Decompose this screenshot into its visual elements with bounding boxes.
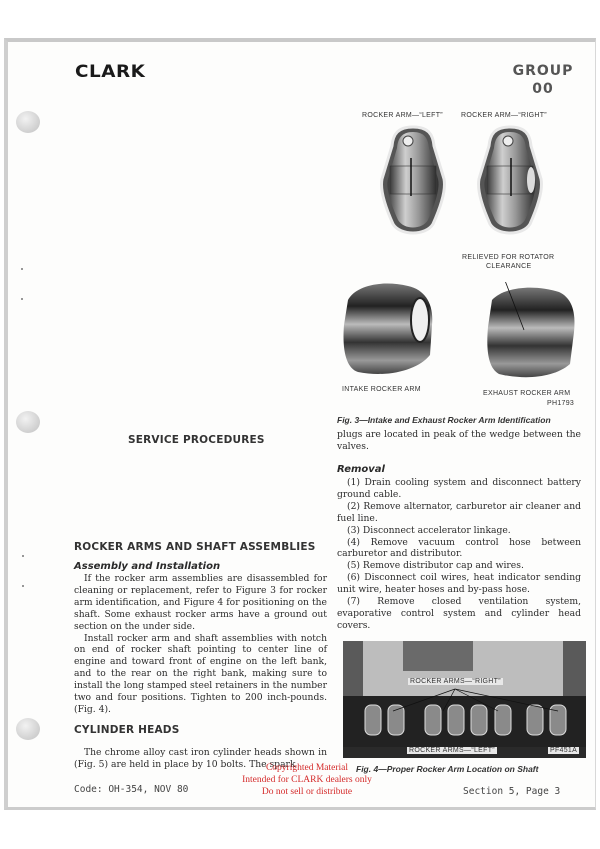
fig3-photo-code: PH1793 xyxy=(547,400,575,407)
binder-hole-top xyxy=(16,111,40,133)
assembly-body xyxy=(74,573,327,716)
fig3-label-right: ROCKER ARM—“RIGHT” xyxy=(461,112,547,119)
engine-rocker-photo xyxy=(343,641,586,758)
fig3-label-intake: INTAKE ROCKER ARM xyxy=(342,386,421,393)
copyright-watermark xyxy=(232,762,382,798)
group-number: 00 xyxy=(532,81,554,97)
removal-step-2: (2) Remove alternator, carburetor air cleaner and fuel line. xyxy=(337,500,581,524)
fig4-label-right: ROCKER ARMS—“RIGHT” xyxy=(410,678,501,685)
removal-step-6: (6) Disconnect coil wires, heat indicator sending unit wire, heater hoses and by-pass hose. xyxy=(337,572,581,596)
fig3-caption: Fig. 3—Intake and Exhaust Rocker Arm Identification xyxy=(337,415,551,425)
fig3-label-exhaust: EXHAUST ROCKER ARM xyxy=(483,390,571,397)
scan-speck xyxy=(21,268,23,270)
rocker-arm-right-image xyxy=(475,124,545,239)
removal-step-5: (5) Remove distributor cap and wires. xyxy=(347,560,524,572)
page-number: Section 5, Page 3 xyxy=(463,786,561,797)
clark-logo: CLARK xyxy=(75,62,146,82)
removal-heading: Removal xyxy=(337,464,385,475)
fig3-label-relieved-1: RELIEVED FOR ROTATOR xyxy=(462,254,555,261)
service-procedures-title: SERVICE PROCEDURES xyxy=(128,434,265,446)
removal-step-7: (7) Remove closed ventilation system, evaporative control system and cylinder head covers. xyxy=(337,596,581,631)
document-code: Code: OH-354, NOV 80 xyxy=(74,784,189,795)
removal-step-3: (3) Disconnect accelerator linkage. xyxy=(347,524,511,536)
assembly-paragraph-1: If the rocker arm assemblies are disassembled for cleaning or replacement, refer to Figure 3 for rocker arm identification, and Figure 4 for positioning on the shaft. Some exhaust rocker arms have a ground out section on the under side. xyxy=(74,573,327,632)
rocker-arm-left-image xyxy=(378,124,448,239)
rocker-arms-section-title: ROCKER ARMS AND SHAFT ASSEMBLIES xyxy=(74,541,316,553)
spark-plug-continuation: plugs are located in peak of the wedge between the valves. xyxy=(337,429,581,452)
cylinder-heads-title: CYLINDER HEADS xyxy=(74,724,180,736)
group-indicator xyxy=(508,62,578,98)
cylinder-paragraph-1: The chrome alloy cast iron cylinder heads shown in (Fig. 5) are held in place by 10 bolts. The spark xyxy=(74,747,327,770)
removal-step-4: (4) Remove vacuum control hose between carburetor and distributor. xyxy=(337,536,581,560)
fig4-label-left: ROCKER ARMS—“LEFT” xyxy=(409,747,495,754)
fig4-caption: Fig. 4—Proper Rocker Arm Location on Shaft xyxy=(356,764,539,774)
right-column-intro xyxy=(337,429,581,453)
intake-rocker-arm-image xyxy=(338,280,438,380)
fig3-label-left: ROCKER ARM—“LEFT” xyxy=(362,112,443,119)
assembly-paragraph-2: Install rocker arm and shaft assemblies with notch on end of rocker shaft pointing to center line of engine and toward front of engine on the left bank, and to the rear on the right bank, making sure to install the long stamped steel retainers in the number two and four positions. Tighten to 200 inch-pounds. (Fig. 4). xyxy=(74,632,327,715)
removal-steps xyxy=(337,477,581,632)
binder-hole-middle xyxy=(16,411,40,433)
assembly-heading: Assembly and Installation xyxy=(74,561,221,572)
exhaust-rocker-arm-image xyxy=(484,282,576,382)
group-label: GROUP xyxy=(512,63,574,79)
fig3-label-relieved-2: CLEARANCE xyxy=(486,263,532,270)
scan-speck xyxy=(21,298,23,300)
watermark-line-3: Do not sell or distribute xyxy=(261,787,353,797)
removal-step-1: (1) Drain cooling system and disconnect battery ground cable. xyxy=(337,477,581,500)
scan-speck xyxy=(22,555,24,557)
binder-hole-bottom xyxy=(16,718,40,740)
fig4-photo-code: PF451A xyxy=(550,747,578,754)
watermark-line-2: Intended for CLARK dealers only xyxy=(242,775,372,785)
watermark-line-1: Copyrighted Material xyxy=(265,763,349,773)
scan-speck xyxy=(22,585,24,587)
